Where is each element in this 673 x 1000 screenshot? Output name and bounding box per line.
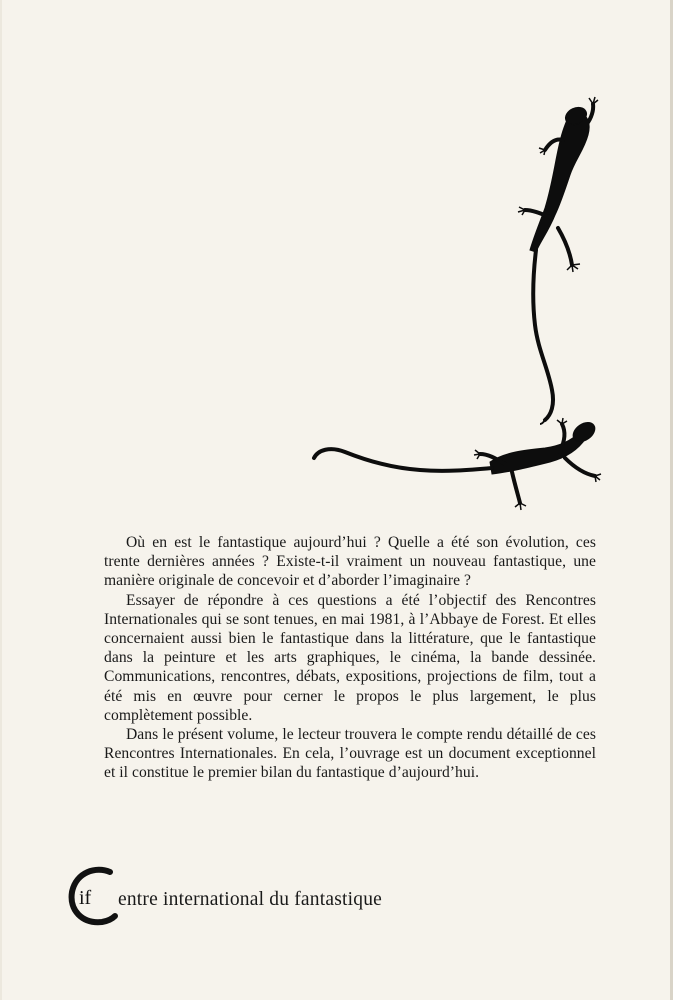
blurb-paragraph-3: Dans le présent volume, le lecteur trouvera le compte rendu détaillé de ces Rencontres Internationales. En cela, l’ouvrage est un document exceptionnel et il constitue le premier bilan du fantastique d’aujourd’hui.	[104, 726, 596, 782]
publisher-line	[66, 858, 382, 928]
back-cover-blurb	[104, 533, 596, 783]
cif-logo-text: if	[79, 887, 92, 909]
lower-lizard-icon	[314, 418, 601, 510]
cif-logo	[66, 864, 126, 928]
publisher-name: entre international du fantastique	[118, 889, 382, 910]
blurb-paragraph-1: Où en est le fantastique aujourd’hui ? Quelle a été son évolution, ces trente dernières années ? Existe-t-il vraiment un nouveau fantastique, une manière originale de concevoir et d’aborder l’imaginaire ?	[104, 534, 596, 590]
upper-lizard-icon	[518, 97, 598, 424]
cif-logo-icon	[66, 864, 126, 928]
blurb-paragraph-2: Essayer de répondre à ces questions a été l’objectif des Rencontres Internationales qui se sont tenues, en mai 1981, à l’Abbaye de Forest. Et elles concernaient aussi bien le fantastique dans la littérature, que le fantastique dans la peinture et les arts graphiques, le cinéma, la bande dessinée. Communications, rencontres, débats, expositions, projections de film, tout a été mis en œuvre pour cerner le propos le plus largement, le plus complètement possible.	[104, 591, 596, 724]
